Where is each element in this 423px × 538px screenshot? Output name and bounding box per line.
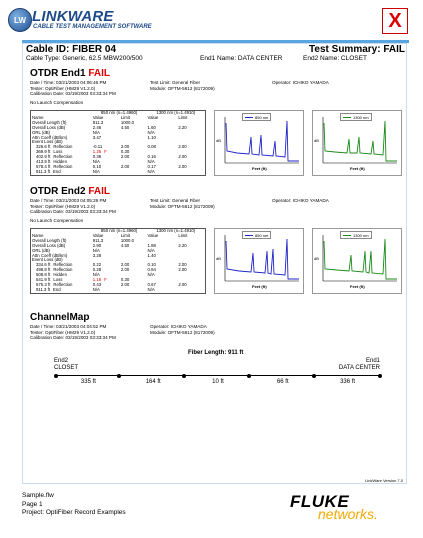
event-distance: 575.3 ft [36, 281, 51, 287]
cell-value: N/A [92, 168, 100, 174]
cell-value: 0.16 [147, 154, 156, 160]
app-logo-tagline: CABLE TEST MANAGEMENT SOFTWARE [33, 24, 152, 30]
footer-info [22, 492, 126, 518]
cell-value: N/A [147, 168, 155, 174]
col-850: 850 nm (n=1.4960) [100, 228, 138, 233]
cell-l2 [177, 288, 205, 293]
test-summary: Test Summary: FAIL [309, 44, 405, 55]
event-distance: 508.8 ft [36, 272, 51, 278]
operator: Operator: ICHIKO YAMADA [150, 324, 207, 329]
cell-value: 2.00 [178, 262, 187, 268]
event-type: Hidden [53, 159, 67, 165]
y-axis-label: dB [314, 138, 319, 143]
module: Module: OFTM-5612 (8172009) [150, 85, 215, 91]
cell-name: Attn Coeff (dB/km) [32, 134, 68, 140]
event-distance: 911.3 ft [36, 168, 51, 174]
otdr-end1-compensation: No Launch Compensation [30, 100, 84, 105]
page-number: Page 1 [22, 500, 43, 508]
cell-name: Event Loss (dB) [32, 139, 63, 145]
segment-length: 336 ft [340, 379, 356, 385]
cell-name: Overall Length (ft) [32, 237, 67, 243]
cell-event [31, 288, 92, 293]
cell-l1: 4.50 [120, 124, 130, 130]
fiber-length: Fiber Length: 911 ft [188, 350, 244, 356]
calibration-date: Calibration Date: 03/19/2003 03:33:34 PM [30, 335, 116, 341]
date-time: Date / Time: 03/21/2003 04:05:29 PM [30, 198, 107, 203]
y-axis-label: dB [216, 138, 221, 143]
cell-value: 0.84 [147, 267, 156, 273]
cell-v2: 1.40 [147, 252, 156, 258]
cell-value: 2.00 [178, 163, 187, 169]
calibration-date: Calibration Date: 03/19/2003 03:33:34 PM [30, 209, 116, 215]
cell-name: Attn Coeff (dB/km) [32, 252, 68, 258]
otdr-end1-meta-left [30, 80, 116, 97]
event-type: Reflection [53, 144, 73, 150]
module: Module: OFTM-5612 (8172009) [150, 203, 215, 209]
end1-title: End1 [365, 358, 380, 364]
file-name: Sample.flw [22, 492, 54, 499]
cell-value: 1.18 [92, 277, 102, 283]
col-1300: 1300 nm (n=1.4910) [156, 228, 196, 233]
otdr-end2-meta-left [30, 198, 116, 215]
channel-node [312, 374, 316, 378]
cell-v2: 1.60 [147, 124, 156, 130]
legend-850 [242, 231, 271, 239]
channel-node [182, 374, 186, 378]
col-name: Name [32, 232, 44, 238]
otdr-end1-result: FAIL [88, 68, 111, 79]
cell-v1: 3.47 [92, 134, 102, 140]
otdr-end1-chart-850 [214, 110, 302, 174]
event-type: Reflection [53, 281, 73, 287]
col-value: Value [92, 114, 104, 120]
event-distance: 334.6 ft [36, 262, 51, 268]
cell-v1: 2.46 [92, 124, 102, 130]
end1-name: End1 Name: DATA CENTER [200, 55, 283, 62]
x-axis-label: Feet (ft) [252, 284, 267, 289]
event-type: Reflection [53, 262, 73, 268]
segment-length: 66 ft [276, 379, 289, 385]
cell-value: N/A [147, 159, 155, 165]
cable-type: Cable Type: Generic, 62.5 MBW200/500 [26, 55, 143, 62]
cell-l2 [177, 170, 205, 175]
cell-name: Overall Length (ft) [32, 119, 67, 125]
event-distance: 326.6 ft [36, 144, 51, 150]
cell-value: -0.11 [92, 144, 103, 150]
legend-850 [242, 113, 271, 121]
event-type: Loss [53, 277, 63, 283]
test-limit: Test Limit: General Fiber [150, 198, 201, 203]
legend-swatch [245, 235, 253, 236]
channelmap-meta-mid [150, 324, 215, 335]
cell-v1 [92, 288, 120, 293]
col-limit: Limit [120, 232, 130, 238]
legend-label: 1300 nm [353, 114, 369, 120]
linkware-logo-icon: LW [8, 8, 32, 32]
cell-value: 2.00 [178, 267, 187, 273]
calibration-date: Calibration Date: 03/19/2003 03:33:34 PM [30, 91, 116, 97]
legend-label: 850 nm [255, 232, 269, 238]
otdr-end1-results-table [30, 110, 206, 176]
cell-value: N/A [147, 286, 155, 292]
cell-v2: 1.88 [147, 242, 156, 248]
cell-value: 0.43 [92, 281, 102, 287]
module: Module: OFTM-5612 (8172009) [150, 329, 215, 335]
otdr-end2-title [30, 186, 110, 197]
event-type: Reflection [53, 154, 73, 160]
cell-value: 2.00 [120, 144, 130, 150]
otdr-end2-result: FAIL [88, 186, 111, 197]
cell-value: 2.00 [120, 281, 130, 287]
channelmap-title: ChannelMap [30, 312, 90, 323]
otdr-end2-label: OTDR End2 [30, 186, 86, 197]
cell-value: 0.08 [147, 144, 156, 150]
cell-value: 0.30 [120, 277, 130, 283]
event-distance: 911.3 ft [36, 286, 51, 292]
cell-value: 0.17 [147, 163, 156, 169]
cell-v1: 911.3 [92, 237, 104, 243]
event-distance: 541.9 ft [36, 277, 51, 283]
cell-value: 2.00 [120, 154, 130, 160]
cell-name: ORL (dB) [32, 129, 50, 135]
event-type: Loss [53, 149, 63, 155]
otdr-end2-operator: Operator: ICHIKO YAMADA [272, 198, 329, 203]
event-distance: 413.9 ft [36, 159, 51, 165]
legend-1300 [340, 231, 372, 239]
end2-name: CLOSET [54, 365, 79, 371]
event-distance: 578.4 ft [36, 163, 51, 169]
cable-id-title: Cable ID: FIBER 04 [26, 44, 117, 55]
fail-flag: F [104, 277, 107, 283]
col-value: Value [92, 232, 104, 238]
tester: Tester: OptiFiber (HM29 V1.2.0) [30, 203, 96, 209]
app-logo-name: LINKWARE [32, 8, 114, 25]
fail-flag: F [104, 149, 107, 155]
cell-value: 2.00 [120, 163, 130, 169]
end2-label [54, 358, 78, 372]
cell-v2: N/A [147, 247, 155, 253]
otdr-end1-meta-mid [150, 80, 215, 91]
legend-label: 850 nm [255, 114, 269, 120]
cell-value: N/A [92, 286, 100, 292]
channel-node [378, 374, 382, 378]
otdr-end1-operator: Operator: ICHIKO YAMADA [272, 80, 329, 85]
cell-v2: N/A [147, 129, 155, 135]
date-time: Date / Time: 03/21/2003 04:04:52 PM [30, 324, 107, 329]
channelmap-meta-left [30, 324, 116, 341]
tester: Tester: OptiFiber (HM29 V1.2.0) [30, 329, 96, 335]
segment-lengths [56, 379, 380, 385]
col-value: Value [147, 114, 159, 120]
event-distance: 402.9 ft [36, 154, 51, 160]
linkware-version: LinkWare Version 7.0 [365, 478, 403, 483]
event-type: End [53, 168, 61, 174]
cell-value: N/A [92, 272, 100, 278]
tester: Tester: OptiFiber (HM29 V1.2.0) [30, 85, 96, 91]
legend-swatch [245, 117, 253, 118]
cell-v1: 911.3 [92, 119, 104, 125]
fluke-logo: FLUKE [290, 492, 350, 511]
cell-value: 0.28 [92, 267, 102, 273]
cell-l2: 2.20 [178, 124, 187, 130]
segment-length: 164 ft [145, 379, 161, 385]
cell-l1: 1000.0 [120, 237, 135, 243]
legend-swatch [343, 117, 351, 118]
col-limit: Limit [178, 114, 188, 120]
otdr-end2-results-table [30, 228, 206, 294]
cell-value: N/A [92, 159, 100, 165]
project-name: Project: OptiFiber Record Examples [22, 509, 126, 516]
col-1300: 1300 nm (n=1.4910) [156, 110, 196, 115]
col-limit: Limit [120, 114, 130, 120]
channel-line [56, 375, 380, 376]
cell-l1 [120, 288, 147, 293]
cell-v2: 1.10 [147, 134, 156, 140]
y-axis-label: dB [216, 256, 221, 261]
channel-node [247, 374, 251, 378]
cell-v2 [147, 288, 178, 293]
cell-value: 2.00 [120, 267, 130, 273]
cell-value: 2.00 [178, 281, 187, 287]
cell-value: 0.10 [147, 262, 156, 268]
date-time: Date / Time: 03/21/2003 04:06:46 PM [30, 80, 107, 85]
cell-l1: 1000.0 [120, 119, 135, 125]
otdr-end1-title [30, 68, 110, 79]
cell-value: 0.67 [147, 281, 156, 287]
cell-v1: N/A [92, 247, 100, 253]
col-850: 850 nm (n=1.4960) [100, 110, 138, 115]
cell-name: Event Loss (dB) [32, 257, 63, 263]
cell-value: 2.00 [178, 144, 187, 150]
event-row [31, 170, 206, 175]
cell-l1: 4.50 [120, 242, 130, 248]
event-row [31, 288, 206, 293]
end1-label [334, 358, 380, 372]
otdr-end1-chart-1300 [312, 110, 400, 174]
cell-value: N/A [147, 272, 155, 278]
col-name: Name [32, 114, 44, 120]
legend-1300 [340, 113, 372, 121]
cell-value: 2.00 [120, 262, 130, 268]
cell-v1: N/A [92, 129, 100, 135]
y-axis-label: dB [314, 256, 319, 261]
otdr-end1-label: OTDR End1 [30, 68, 86, 79]
cell-l2: 2.20 [178, 242, 187, 248]
cell-value: 0.30 [120, 149, 130, 155]
cell-v1: 3.28 [92, 252, 102, 258]
cell-v1 [92, 170, 120, 175]
x-axis-label: Feet (ft) [350, 166, 365, 171]
col-limit: Limit [178, 232, 188, 238]
otdr-end2-chart-1300 [312, 228, 400, 292]
x-axis-label: Feet (ft) [350, 284, 365, 289]
cell-name: ORL (dB) [32, 247, 50, 253]
segment-length: 10 ft [212, 379, 224, 385]
otdr-end2-compensation: No Launch Compensation [30, 218, 84, 223]
event-type: Reflection [53, 267, 73, 273]
channel-node [117, 374, 121, 378]
event-type: Reflection [53, 163, 73, 169]
cell-value: 0.36 [92, 154, 102, 160]
cell-name: Overall Loss (dB) [32, 242, 66, 248]
cell-name: Overall Loss (dB) [32, 124, 66, 130]
cell-event [31, 170, 92, 175]
end2-name: End2 Name: CLOSET [303, 55, 367, 62]
col-value: Value [147, 232, 159, 238]
x-axis-label: Feet (ft) [252, 166, 267, 171]
cell-value: 1.26 [92, 149, 102, 155]
otdr-end2-meta-mid [150, 198, 215, 209]
event-type: End [53, 286, 61, 292]
cell-v1: 2.90 [92, 242, 102, 248]
channel-node [54, 374, 58, 378]
cell-value: 0.10 [92, 163, 102, 169]
event-distance: 498.8 ft [36, 267, 51, 273]
segment-length: 335 ft [80, 379, 96, 385]
otdr-end2-chart-850 [214, 228, 302, 292]
cell-value: 2.00 [178, 154, 187, 160]
test-limit: Test Limit: General Fiber [150, 80, 201, 85]
event-type: Hidden [53, 272, 67, 278]
cell-value: 0.22 [92, 262, 102, 268]
cell-v2 [147, 170, 178, 175]
cell-l1 [120, 170, 147, 175]
legend-swatch [343, 235, 351, 236]
networks-logo: networks. [318, 506, 378, 522]
fail-x-icon: X [382, 8, 408, 34]
legend-label: 1300 nm [353, 232, 369, 238]
event-distance: 369.9 ft [36, 149, 51, 155]
end1-name: DATA CENTER [338, 365, 380, 371]
end2-title: End2 [54, 358, 69, 364]
